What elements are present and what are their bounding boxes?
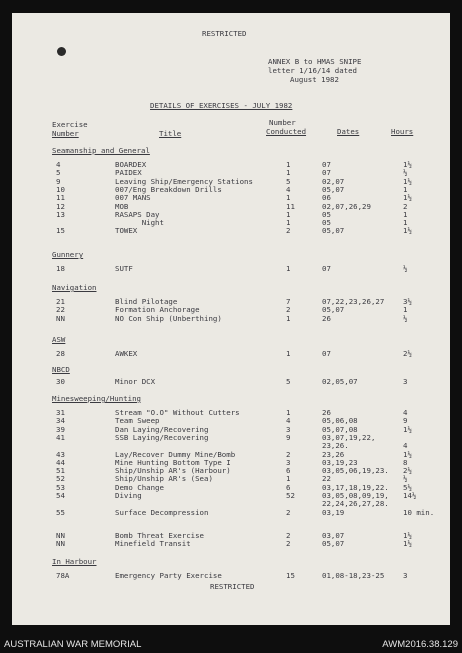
number-conducted: 6 [286, 466, 291, 476]
table-row [12, 509, 450, 517]
number-conducted: 1 [286, 218, 291, 228]
number-conducted: 2 [286, 305, 291, 315]
number-conducted: 1 [286, 193, 291, 203]
exercise-hours: 2 [403, 201, 408, 211]
table-row [12, 532, 450, 540]
table-row [12, 265, 450, 273]
annex-date: August 1982 [290, 75, 339, 84]
exercise-hours: 1 [403, 209, 408, 219]
exercise-dates: 05 [322, 218, 331, 228]
exercise-dates: 05,07 [322, 226, 345, 236]
table-row [12, 203, 450, 211]
exercise-title: TOWEX [115, 226, 138, 236]
exercise-title: SUTF [115, 264, 133, 273]
section-heading: Navigation [52, 283, 97, 292]
exercise-number: 22 [56, 305, 65, 315]
exercise-dates: 05,07 [322, 305, 345, 315]
table-row [12, 227, 450, 235]
table-row [12, 315, 450, 323]
exercise-number: 13 [56, 209, 65, 219]
exercise-title: Mine Hunting Bottom Type I [115, 457, 231, 467]
exercise-hours: 1½ [403, 531, 412, 540]
punch-hole [57, 47, 66, 56]
exercise-title: Ship/Unship AR's (Sea) [115, 474, 213, 484]
exercise-title: AWKEX [115, 349, 138, 358]
number-conducted: 1 [286, 313, 291, 323]
exercise-hours: 4 [403, 408, 408, 417]
exercise-dates: 05,07 [322, 184, 345, 194]
exercise-hours: 10 min. [403, 507, 435, 517]
table-row [12, 572, 450, 580]
exercise-hours: 9 [403, 416, 408, 426]
number-conducted: 2 [286, 539, 291, 549]
exercise-hours: 3½ [403, 297, 412, 306]
number-conducted: 1 [286, 474, 291, 484]
exercise-dates: 03,07,19,22, [322, 432, 376, 442]
number-conducted: 1 [286, 349, 291, 358]
exercise-dates: 07 [322, 168, 331, 178]
col-number-header: Number [52, 129, 79, 138]
table-row [12, 194, 450, 202]
exercise-dates: 02,07 [322, 176, 345, 186]
number-conducted: 2 [286, 531, 291, 540]
exercise-number: 78A [56, 571, 70, 580]
exercise-dates: 22,24,26,27,28. [322, 499, 389, 509]
number-conducted: 52 [286, 491, 295, 500]
exercise-dates: 03,19,23 [322, 457, 358, 467]
classification-bottom: RESTRICTED [210, 582, 255, 591]
exercise-title: Bomb Threat Exercise [115, 531, 204, 540]
exercise-title: Lay/Recover Dummy Mine/Bomb [115, 449, 236, 459]
exercise-title: Demo Change [115, 482, 164, 492]
table-row [12, 451, 450, 459]
document-page [12, 13, 450, 625]
exercise-hours: 1½ [403, 449, 412, 459]
number-conducted: 2 [286, 449, 291, 459]
exercise-number: 12 [56, 201, 65, 211]
exercise-dates: 07,22,23,26,27 [322, 297, 385, 306]
exercise-hours: ½ [403, 168, 408, 178]
exercise-hours: 2½ [403, 349, 412, 358]
exercise-number: 41 [56, 432, 65, 442]
exercise-hours: ½ [403, 313, 408, 323]
number-conducted: 4 [286, 416, 291, 426]
exercise-number: 55 [56, 507, 65, 517]
exercise-dates: 03,05,08,09,19, [322, 491, 389, 500]
col-dates-header: Dates [337, 127, 360, 136]
exercise-number: 21 [56, 297, 65, 306]
col-title-header: Title [159, 129, 182, 138]
exercise-dates: 06 [322, 193, 331, 203]
exercise-hours: 1 [403, 218, 408, 228]
number-conducted: 1 [286, 264, 291, 273]
exercise-hours: 5½ [403, 482, 412, 492]
exercise-dates: 05,07 [322, 539, 345, 549]
exercise-title: Night [115, 218, 164, 228]
exercise-hours: 1½ [403, 193, 412, 203]
credit-bar [0, 635, 462, 653]
exercise-number: 5 [56, 168, 61, 178]
number-conducted: 2 [286, 507, 291, 517]
exercise-dates: 26 [322, 408, 331, 417]
exercise-title: NO Con Ship (Unberthing) [115, 313, 222, 323]
table-row [12, 211, 450, 219]
exercise-dates: 07 [322, 264, 331, 273]
exercise-dates: 05,06,08 [322, 416, 358, 426]
number-conducted: 3 [286, 424, 291, 434]
col-count-header: Number [269, 118, 296, 127]
exercise-title: Diving [115, 491, 142, 500]
exercise-number: 15 [56, 226, 65, 236]
number-conducted: 5 [286, 176, 291, 186]
exercise-dates: 05 [322, 209, 331, 219]
exercise-hours: 1½ [403, 226, 412, 236]
exercise-title: Minefield Transit [115, 539, 191, 549]
table-row [12, 426, 450, 434]
number-conducted: 15 [286, 571, 295, 580]
exercise-number: 30 [56, 377, 65, 386]
exercise-hours: 1½ [403, 539, 412, 549]
exercise-dates: 03,07 [322, 531, 345, 540]
credit-institution: AUSTRALIAN WAR MEMORIAL [4, 639, 142, 650]
exercise-number: 31 [56, 408, 65, 417]
exercise-hours: ½ [403, 264, 408, 273]
exercise-dates: 02,05,07 [322, 377, 358, 386]
table-row [12, 219, 450, 227]
exercise-title: Blind Pilotage [115, 297, 178, 306]
table-row [12, 409, 450, 417]
exercise-dates: 07 [322, 349, 331, 358]
exercise-number: 10 [56, 184, 65, 194]
table-row [12, 467, 450, 475]
annex-letter: letter 1/16/14 dated [268, 66, 357, 75]
exercise-title: Minor DCX [115, 377, 156, 386]
exercise-title: MOB [115, 201, 129, 211]
number-conducted: 9 [286, 432, 291, 442]
exercise-title: Stream "O.O" Without Cutters [115, 408, 240, 417]
exercise-number: NN [56, 539, 65, 549]
section-heading: Gunnery [52, 250, 84, 259]
exercise-dates: 03,17,18,19,22. [322, 482, 389, 492]
number-conducted: 11 [286, 201, 295, 211]
table-row [12, 378, 450, 386]
exercise-title: SSB Laying/Recovering [115, 432, 209, 442]
exercise-hours: 1½ [403, 176, 412, 186]
table-row [12, 350, 450, 358]
number-conducted: 2 [286, 226, 291, 236]
exercise-title: Formation Anchorage [115, 305, 200, 315]
exercise-number: 51 [56, 466, 65, 476]
exercise-number: 44 [56, 457, 65, 467]
exercise-number: 34 [56, 416, 65, 426]
exercise-dates: 01,08-18,23-25 [322, 571, 385, 580]
table-row [12, 500, 450, 508]
exercise-number: 43 [56, 449, 65, 459]
exercise-title: RASAPS Day [115, 209, 160, 219]
exercise-title: PAIDEX [115, 168, 142, 178]
exercise-number: 28 [56, 349, 65, 358]
exercise-hours: 4 [403, 441, 408, 451]
number-conducted: 1 [286, 168, 291, 178]
exercise-dates: 23,26. [322, 441, 349, 451]
exercise-dates: 03,19 [322, 507, 345, 517]
exercise-hours: 1 [403, 184, 408, 194]
exercise-hours: 3 [403, 377, 408, 386]
exercise-number: 53 [56, 482, 65, 492]
exercise-title: BOARDEX [115, 160, 147, 169]
col-exercise-header: Exercise [52, 120, 88, 129]
document-title: DETAILS OF EXERCISES - JULY 1982 [150, 101, 293, 110]
exercise-hours: 1½ [403, 160, 412, 169]
exercise-title: 007/Eng Breakdown Drills [115, 184, 222, 194]
exercise-number: NN [56, 531, 65, 540]
exercise-dates: 23,26 [322, 449, 345, 459]
classification-top: RESTRICTED [202, 29, 247, 38]
annex-reference: ANNEX B to HMAS SNIPE [268, 57, 362, 66]
table-row [12, 161, 450, 169]
exercise-hours: 3 [403, 571, 408, 580]
exercise-title: Leaving Ship/Emergency Stations [115, 176, 253, 186]
exercise-title: 007 MANS [115, 193, 151, 203]
number-conducted: 1 [286, 160, 291, 169]
exercise-hours: 14½ [403, 491, 417, 500]
exercise-number: 11 [56, 193, 65, 203]
table-row [12, 540, 450, 548]
section-heading: In Harbour [52, 557, 97, 566]
exercise-number: NN [56, 313, 65, 323]
table-row [12, 178, 450, 186]
number-conducted: 1 [286, 408, 291, 417]
exercise-title: Emergency Party Exercise [115, 571, 222, 580]
exercise-title: Ship/Unship AR's (Harbour) [115, 466, 231, 476]
table-row [12, 434, 450, 442]
number-conducted: 7 [286, 297, 291, 306]
credit-accession: AWM2016.38.129 [382, 639, 458, 650]
number-conducted: 4 [286, 184, 291, 194]
col-conducted-header: Conducted [266, 127, 307, 136]
table-row [12, 442, 450, 450]
table-row [12, 186, 450, 194]
section-heading: Minesweeping/Hunting [52, 394, 141, 403]
number-conducted: 1 [286, 209, 291, 219]
exercise-hours: 8 [403, 457, 408, 467]
exercise-title: Surface Decompression [115, 507, 209, 517]
exercise-dates: 03,05,06,19,23. [322, 466, 389, 476]
exercise-number: 9 [56, 176, 61, 186]
exercise-title: Dan Laying/Recovering [115, 424, 209, 434]
exercise-dates: 05,07,08 [322, 424, 358, 434]
exercise-title: Team Sweep [115, 416, 160, 426]
exercise-number: 54 [56, 491, 65, 500]
exercise-number: 4 [56, 160, 61, 169]
table-row [12, 417, 450, 425]
number-conducted: 5 [286, 377, 291, 386]
exercise-hours: 2½ [403, 466, 412, 476]
exercise-number: 39 [56, 424, 65, 434]
exercise-dates: 02,07,26,29 [322, 201, 371, 211]
exercise-hours: ½ [403, 474, 408, 484]
exercise-number: 52 [56, 474, 65, 484]
exercise-hours: 1 [403, 305, 408, 315]
number-conducted: 6 [286, 482, 291, 492]
number-conducted: 3 [286, 457, 291, 467]
table-row [12, 306, 450, 314]
exercise-number: 18 [56, 264, 65, 273]
col-hours-header: Hours [391, 127, 414, 136]
section-heading: ASW [52, 335, 66, 344]
section-heading: Seamanship and General [52, 146, 150, 155]
exercise-dates: 26 [322, 313, 331, 323]
section-heading: NBCD [52, 365, 70, 374]
exercise-dates: 22 [322, 474, 331, 484]
exercise-dates: 07 [322, 160, 331, 169]
exercise-hours: 1½ [403, 424, 412, 434]
table-row [12, 298, 450, 306]
